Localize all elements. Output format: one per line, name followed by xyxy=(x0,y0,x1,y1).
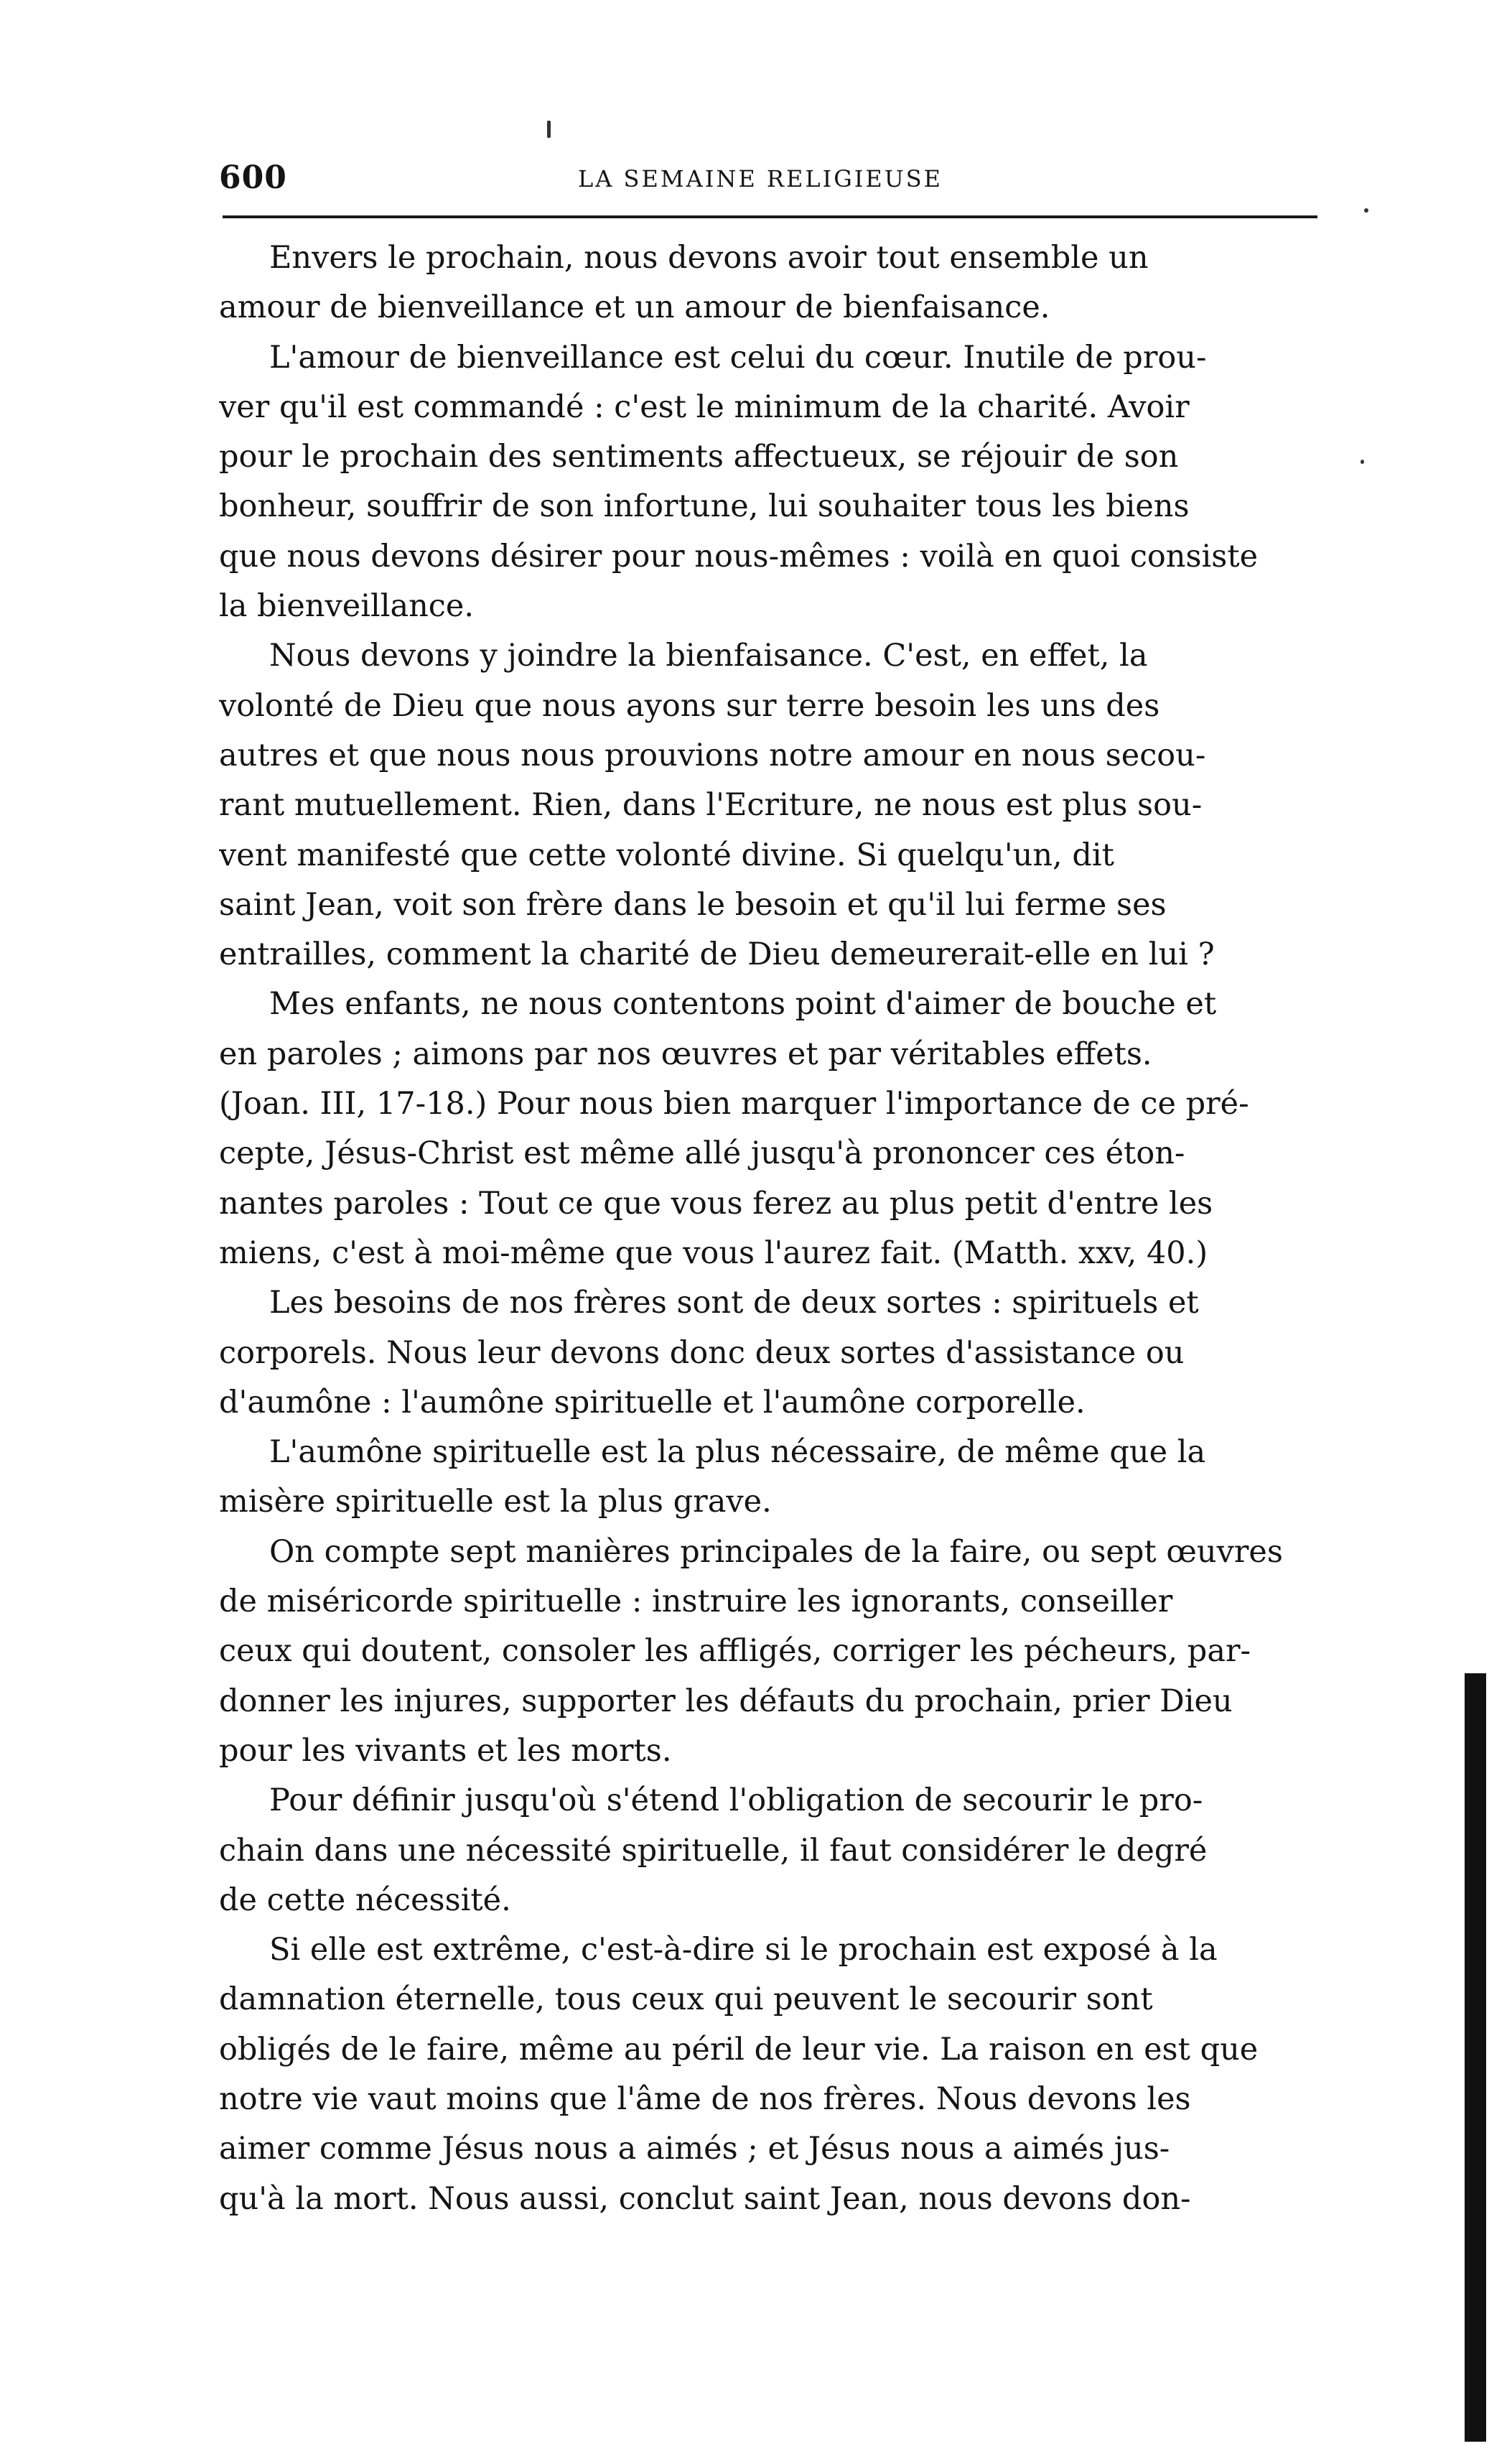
text-line: en paroles ; aimons par nos œuvres et par véritables effets. xyxy=(219,1036,1152,1072)
ink-speck xyxy=(1364,208,1368,213)
text-line: bonheur, souffrir de son infortune, lui souhaiter tous les biens xyxy=(219,488,1190,525)
text-line: nantes paroles : Tout ce que vous ferez au plus petit d'entre les xyxy=(219,1185,1213,1222)
ink-speck xyxy=(1361,460,1364,464)
text-line: la bienveillance. xyxy=(219,588,475,625)
text-line: L'amour de bienveillance est celui du cœur. Inutile de prou- xyxy=(269,339,1207,376)
text-line: pour les vivants et les morts. xyxy=(219,1732,672,1769)
text-line: ceux qui doutent, consoler les affligés, corriger les pécheurs, par- xyxy=(219,1633,1251,1670)
text-line: rant mutuellement. Rien, dans l'Ecriture, ne nous est plus sou- xyxy=(219,787,1203,824)
header-rule xyxy=(223,215,1317,218)
page-header xyxy=(219,159,1317,210)
scan-margin-bar xyxy=(1465,1673,1486,2442)
text-line: autres et que nous nous prouvions notre amour en nous secou- xyxy=(219,737,1206,773)
body-text xyxy=(219,233,1321,2224)
text-line: miens, c'est à moi-même que vous l'aurez fait. (Matth. xxv, 40.) xyxy=(219,1234,1208,1271)
ink-speck xyxy=(547,121,551,138)
text-line: obligés de le faire, même au péril de leur vie. La raison en est que xyxy=(219,2031,1259,2068)
text-line: que nous devons désirer pour nous-mêmes : voilà en quoi consiste xyxy=(219,538,1259,575)
text-line: volonté de Dieu que nous ayons sur terre besoin les uns des xyxy=(219,687,1160,724)
text-line: amour de bienveillance et un amour de bienfaisance. xyxy=(219,289,1050,326)
text-line: Les besoins de nos frères sont de deux sortes : spirituels et xyxy=(269,1285,1199,1321)
text-line: damnation éternelle, tous ceux qui peuvent le secourir sont xyxy=(219,1981,1153,2018)
page-number: 600 xyxy=(219,159,287,196)
text-line: Nous devons y joindre la bienfaisance. C'est, en effet, la xyxy=(269,638,1148,674)
text-line: saint Jean, voit son frère dans le besoin et qu'il lui ferme ses xyxy=(219,886,1167,923)
text-line: entrailles, comment la charité de Dieu demeurerait-elle en lui ? xyxy=(219,936,1215,973)
text-line: de cette nécessité. xyxy=(219,1882,511,1918)
text-line: notre vie vaut moins que l'âme de nos frères. Nous devons les xyxy=(219,2080,1191,2117)
text-line: chain dans une nécessité spirituelle, il faut considérer le degré xyxy=(219,1832,1208,1869)
text-line: pour le prochain des sentiments affectueux, se réjouir de son xyxy=(219,439,1179,475)
text-line: qu'à la mort. Nous aussi, conclut saint Jean, nous devons don- xyxy=(219,2180,1191,2217)
text-line: Si elle est extrême, c'est-à-dire si le prochain est exposé à la xyxy=(269,1932,1218,1968)
text-line: Envers le prochain, nous devons avoir tout ensemble un xyxy=(269,240,1149,276)
text-line: donner les injures, supporter les défauts du prochain, prier Dieu xyxy=(219,1683,1233,1719)
text-line: L'aumône spirituelle est la plus nécessaire, de même que la xyxy=(269,1434,1206,1471)
text-line: misère spirituelle est la plus grave. xyxy=(219,1484,772,1520)
text-line: aimer comme Jésus nous a aimés ; et Jésus nous a aimés jus- xyxy=(219,2131,1170,2167)
text-line: d'aumône : l'aumône spirituelle et l'aumône corporelle. xyxy=(219,1384,1086,1420)
text-line: On compte sept manières principales de la faire, ou sept œuvres xyxy=(269,1533,1283,1570)
text-line: Pour définir jusqu'où s'étend l'obligation de secourir le pro- xyxy=(269,1782,1203,1819)
text-line: ver qu'il est commandé : c'est le minimum de la charité. Avoir xyxy=(219,389,1190,425)
text-line: corporels. Nous leur devons donc deux sortes d'assistance ou xyxy=(219,1334,1185,1371)
text-line: Mes enfants, ne nous contentons point d'aimer de bouche et xyxy=(269,986,1217,1023)
text-line: de miséricorde spirituelle : instruire les ignorants, conseiller xyxy=(219,1584,1173,1620)
running-title: LA SEMAINE RELIGIEUSE xyxy=(578,165,943,192)
text-line: (Joan. III, 17-18.) Pour nous bien marquer l'importance de ce pré- xyxy=(219,1086,1249,1122)
text-line: vent manifesté que cette volonté divine. Si quelqu'un, dit xyxy=(219,837,1114,873)
text-line: cepte, Jésus-Christ est même allé jusqu'à prononcer ces éton- xyxy=(219,1135,1185,1172)
